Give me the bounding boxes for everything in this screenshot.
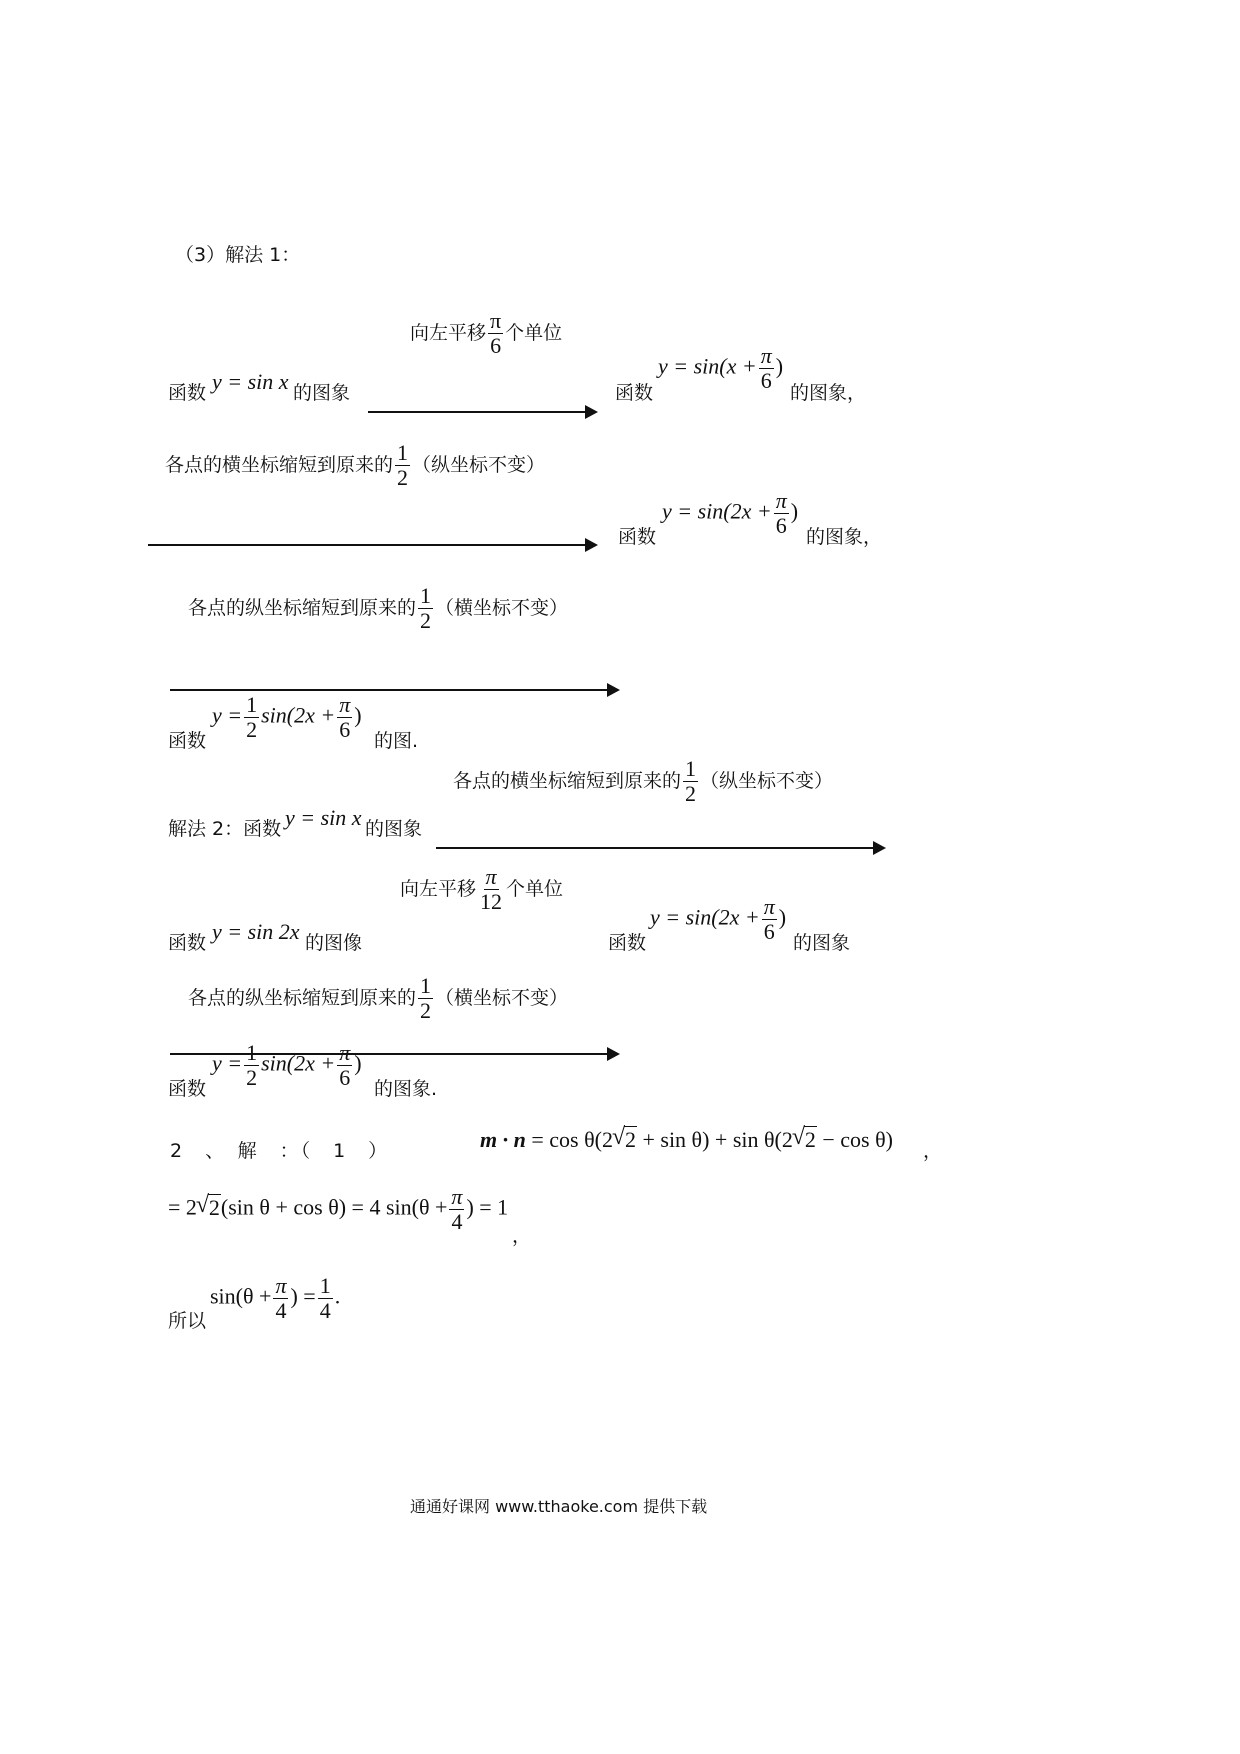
m2-s3-to-prefix: 函数 (168, 1078, 207, 1100)
transform-arrow (436, 847, 884, 849)
fraction: $\frac{\pi}{4}$ (451, 1184, 463, 1234)
m1-s1-from-prefix: 函数 (168, 382, 207, 404)
m2-start-suffix: 的图象 (365, 818, 423, 840)
m2-s2-from-prefix: 函数 (168, 932, 207, 954)
fraction: $\frac{\pi}{6}$ (775, 488, 787, 538)
fraction: $\frac{\pi}{6}$ (490, 308, 502, 358)
m1-s1-to-formula: y = sin(x + $\frac{\pi}{6}$ ) (658, 343, 784, 393)
m2-s2-from-suffix: 的图像 (305, 932, 363, 954)
fraction: $\frac{1}{4}$ (319, 1273, 331, 1323)
transform-arrow (368, 411, 596, 413)
m1-s2-to-prefix: 函数 (618, 526, 657, 548)
transform-arrow (148, 544, 596, 546)
problem2-line2-comma: ， (512, 1225, 532, 1247)
problem2-line1: m · n = cos θ(2√ 2 + sin θ) + sin θ(2√ 2 − cos θ) (480, 1128, 893, 1152)
transform-arrow (170, 689, 618, 691)
fraction: $\frac{1}{2}$ (685, 756, 697, 806)
problem2-line3: sin(θ + $\frac{\pi}{4}$ ) = $\frac{1}{4}$ . (210, 1273, 341, 1323)
sqrt: √ 2 (197, 1196, 221, 1220)
m1-s1-to-suffix: 的图象， (790, 382, 867, 404)
m2-s2-to-formula: y = sin(2x + $\frac{\pi}{6}$ ) (650, 894, 787, 944)
m1-s3-to-prefix: 函数 (168, 730, 207, 752)
m1-s1-to-prefix: 函数 (615, 382, 654, 404)
m1-s3-to-suffix: 的图. (374, 730, 419, 752)
fraction: $\frac{\pi}{6}$ (339, 1040, 351, 1090)
fraction: $\frac{\pi}{6}$ (763, 894, 775, 944)
m1-s1-from-suffix: 的图象 (293, 382, 351, 404)
problem2-line2: = 2√ 2(sin θ + cos θ) = 4 sin(θ + $\frac{\pi}{4}$ ) = 1 (168, 1186, 508, 1233)
fraction: $\frac{1}{2}$ (246, 692, 258, 742)
m1-s2-to-suffix: 的图象， (806, 526, 883, 548)
fraction: $\frac{\pi}{6}$ (760, 343, 772, 393)
m2-start-formula: y = sin x (285, 805, 362, 830)
fraction: $\frac{\pi}{12}$ (480, 864, 503, 914)
m2-s2-from-formula: y = sin 2x (212, 919, 300, 944)
m2-s3-to-suffix: 的图象. (374, 1078, 438, 1100)
problem2-line3-prefix: 所以 (168, 1310, 207, 1332)
fraction: $\frac{\pi}{6}$ (339, 692, 351, 742)
footer-text: 通通好课网 www.tthaoke.com 提供下载 (410, 1497, 708, 1516)
m2-s2-to-suffix: 的图象 (793, 932, 851, 954)
m2-s1-arrow-label: 各点的横坐标缩短到原来的 $\frac{1}{2}$ （纵坐标不变） (453, 756, 834, 806)
m1-s2-arrow-label: 各点的横坐标缩短到原来的 $\frac{1}{2}$ （纵坐标不变） (165, 440, 546, 490)
m1-s2-to-formula: y = sin(2x + $\frac{\pi}{6}$ ) (662, 488, 799, 538)
sqrt: √ 2 (793, 1128, 817, 1152)
problem2-label: 2 、 解 ：（ 1 ） (170, 1140, 390, 1162)
fraction: $\frac{1}{2}$ (420, 583, 432, 633)
fraction: $\frac{\pi}{4}$ (275, 1273, 287, 1323)
m1-s1-from-formula: y = sin x (212, 369, 289, 394)
m1-s3-to-formula: y = $\frac{1}{2}$ sin(2x + $\frac{\pi}{6}$ ) (212, 692, 362, 742)
m2-s2-arrow-label: 向左平移 $\frac{\pi}{12}$ 个单位 (400, 864, 564, 914)
m2-s3-arrow-label: 各点的纵坐标缩短到原来的 $\frac{1}{2}$ （横坐标不变） (188, 973, 569, 1023)
m1-s1-arrow-label: 向左平移 $\frac{\pi}{6}$ 个单位 (410, 308, 563, 358)
fraction: $\frac{1}{2}$ (397, 440, 409, 490)
sqrt: √ 2 (613, 1128, 637, 1152)
m1-s3-arrow-label: 各点的纵坐标缩短到原来的 $\frac{1}{2}$ （横坐标不变） (188, 583, 569, 633)
section-heading: （3）解法 1： (175, 244, 301, 266)
problem2-line1-comma: ， (923, 1140, 943, 1162)
m2-intro: 解法 2：函数 (168, 818, 282, 840)
m2-s2-to-prefix: 函数 (608, 932, 647, 954)
m2-s3-to-formula: y = $\frac{1}{2}$ sin(2x + $\frac{\pi}{6}$ ) (212, 1040, 362, 1090)
fraction: $\frac{1}{2}$ (246, 1040, 258, 1090)
fraction: $\frac{1}{2}$ (420, 973, 432, 1023)
